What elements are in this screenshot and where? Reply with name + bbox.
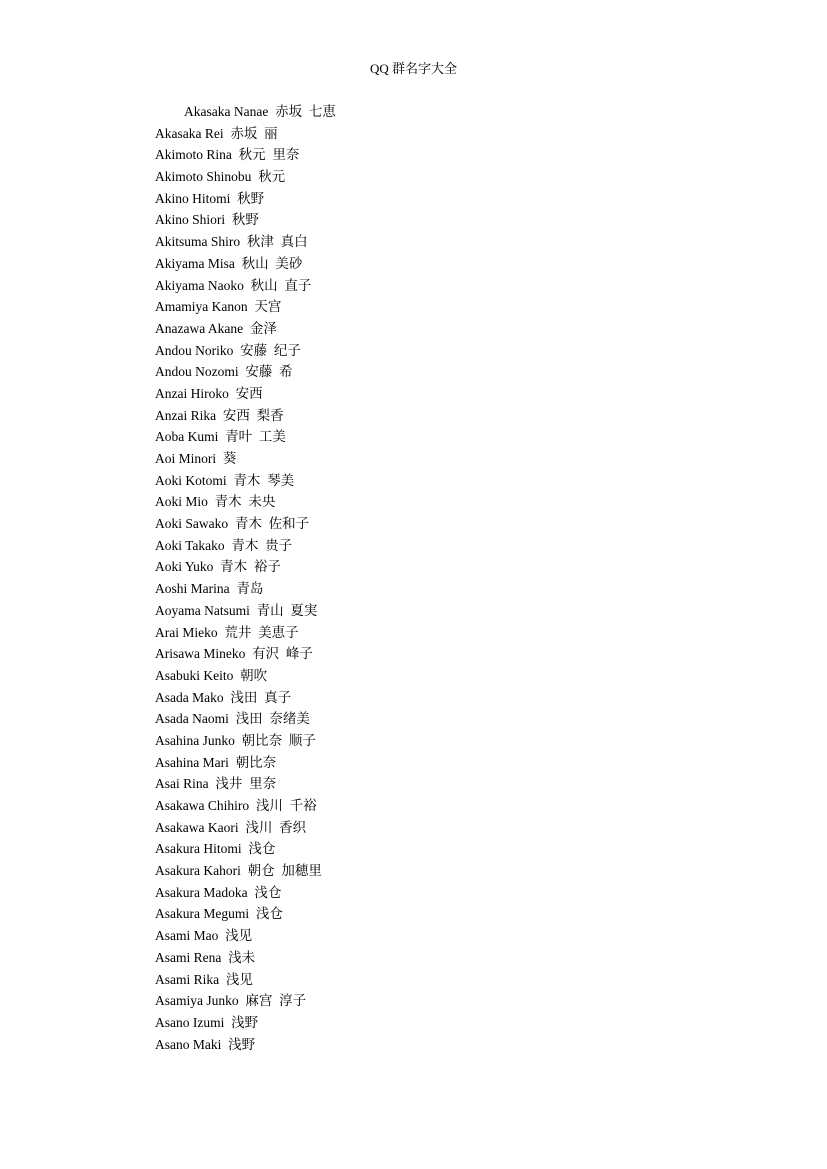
page-header: QQ 群名字大全 (369, 61, 458, 76)
list-item: Anzai Rika 安西 梨香 (155, 407, 284, 423)
list-item: Asakura Madoka 浅仓 (155, 884, 282, 900)
list-item: Akiyama Misa 秋山 美砂 (155, 255, 303, 271)
list-item: Akasaka Nanae 赤坂 七恵 (184, 104, 336, 119)
list-item: Aoi Minori 葵 (155, 451, 237, 466)
list-item: Akiyama Naoko 秋山 直子 (155, 277, 312, 293)
name-list (155, 101, 336, 1055)
list-item: Asami Rika 浅见 (155, 971, 253, 987)
list-item: Asabuki Keito 朝吹 (155, 667, 268, 683)
list-item: Asakura Megumi 浅仓 (155, 906, 283, 922)
list-item: Aoki Sawako 青木 佐和子 (155, 516, 310, 532)
list-item: Aoba Kumi 青叶 工美 (155, 429, 286, 445)
list-item: Asano Izumi 浅野 (155, 1014, 259, 1030)
list-item: Anzai Hiroko 安西 (155, 385, 263, 401)
list-item: Andou Noriko 安藤 纪子 (155, 342, 301, 358)
list-item: Aoki Mio 青木 未央 (155, 494, 276, 510)
list-item: Akimoto Rina 秋元 里奈 (155, 147, 300, 163)
list-item: Asahina Mari 朝比奈 (155, 754, 277, 770)
list-item: Aoki Yuko 青木 裕子 (155, 559, 281, 575)
list-item: Asami Mao 浅见 (155, 928, 253, 944)
list-item: Aoyama Natsumi 青山 夏実 (155, 602, 318, 618)
list-item: Akimoto Shinobu 秋元 (155, 169, 286, 185)
list-item: Asahina Junko 朝比奈 顺子 (155, 732, 316, 748)
list-item: Aoki Kotomi 青木 琴美 (155, 472, 295, 488)
list-item: Aoshi Marina 青岛 (155, 581, 264, 597)
list-item: Aoki Takako 青木 贵子 (155, 537, 293, 553)
list-item: Asada Mako 浅田 真子 (155, 689, 292, 705)
list-item: Akasaka Rei 赤坂 丽 (155, 125, 278, 141)
list-item: Asada Naomi 浅田 奈绪美 (155, 711, 310, 727)
list-item: Akino Hitomi 秋野 (155, 190, 265, 206)
list-item: Asakura Kahori 朝仓 加穂里 (155, 863, 322, 879)
list-item: Arai Mieko 荒井 美恵子 (155, 624, 299, 640)
list-item: Asai Rina 浅井 里奈 (155, 776, 277, 792)
list-item: Asamiya Junko 麻宫 淳子 (155, 993, 307, 1009)
list-item: Akitsuma Shiro 秋津 真白 (155, 234, 308, 250)
list-item: Andou Nozomi 安藤 希 (155, 364, 293, 380)
list-item: Amamiya Kanon 天宫 (155, 299, 282, 315)
list-item: Anazawa Akane 金泽 (155, 320, 277, 336)
list-item: Arisawa Mineko 有沢 峰子 (155, 646, 313, 662)
list-item: Asakura Hitomi 浅仓 (155, 841, 276, 857)
list-item: Akino Shiori 秋野 (155, 212, 259, 228)
list-item: Asakawa Chihiro 浅川 千裕 (155, 798, 317, 813)
list-item: Asakawa Kaori 浅川 香织 (155, 819, 307, 835)
list-item: Asano Maki 浅野 (155, 1036, 256, 1052)
list-item: Asami Rena 浅未 (155, 949, 256, 965)
